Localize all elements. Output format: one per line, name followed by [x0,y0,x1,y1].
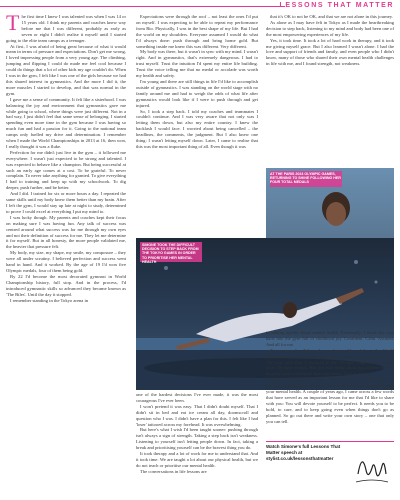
paragraph: It took therapy and a lot of work for me to understand that. And it took time. We are taught a lot about our physical health, but we do not teach or prioritise our mental health. [136,451,258,468]
paragraph: And I did. I trained for six or more hours a day. I repeated the same skills until my body knew them better than my brain. After I left the gym, I would stay up late at night to study, determined to prove I could excel at everything I put my mind to. [6,191,126,214]
paragraph: in talking openly about mental health. Eventually, I made my way back into the gym full of childhood joy. Confident. Calm. Assured. And all for me. [266,330,394,347]
article-column-1 [6,10,126,498]
section-title: LESSONS THAT MATTER [279,2,394,9]
signature-icon [352,444,392,494]
paragraph: But here's what I wish I'd been taught sooner: pushing through isn't always a sign of strength. Taking a step back isn't weakness. Listening to yourself isn't letting people down. In fact, taking a break and prioritising yourself can be the bravest thing you do. [136,427,258,451]
paragraph: that it's OK to not be OK, and that we are not alone in this journey. [270,14,393,19]
page-header [0,0,400,12]
paragraph: Two years after Tokyo, I won four gold medals at the World Championships and became the most decorated gymnast in history. The year after that, I returned to the Olympic stage and won four more Olympic medals. But this isn't really about my achievements – because I am worth more than any medal. And so are you. [266,347,394,377]
photo-caption: SIMONE TOOK THE DIFFICULT DECISION TO STEP BACK FROM THE TOKYO GAMES IN ORDER TO PRIORITISE HER MENTAL HEALTH [142,243,199,264]
article-column-3 [266,14,394,184]
paragraph: Expectations were through the roof – not least the ones I'd put on myself. I was expecting to be able to repeat my performance from Rio. Physically, I was in the best shape of my life. But I had the world on my shoulders. Everyone assumed I would do what I'd always done: push through and bring home gold. But something inside me knew this was different. Very different. [136,14,258,49]
call-to-action [266,444,350,462]
paragraph: As alone as I may have felt in Tokyo as I made the heartbreaking decision to step back, listening to my mind and body had been one of the most empowering experiences of my life. [266,19,394,37]
paragraph: he first time I knew I was talented was when I was 14 or 15 years old. I think my parents and coaches knew way before me that I was different, probably as early as seven or eight I didn't realise it myself until I started going to the elite team camps as a teenager. [6,14,126,43]
paragraph: I remember standing in the Tokyo arena in [10,297,89,303]
paragraph: one of the hardest decisions I've ever made, it was the most courageous I've ever been. [136,392,258,403]
drop-cap: T [6,10,20,35]
paragraph: So, I took a step back. I told my coaches and teammates I couldn't continue. And I was very aware that not only was I letting them down, but also my entire country. I knew the backlash I would face. I worried about being cancelled – the headlines, the comments, the judgment. But I also knew one thing: I wasn't letting myself down. Later, I came to realise that this was the most important thing of all. Even though it was [136,108,258,149]
paragraph: At first, I was afraid of being great because of what it would mean in terms of pressure and expectations. Don't get me wrong, I loved impressing people from a very young age. The climbing, jumping and flipping I could do made me feel cool because I could do things that a lot of other kids my age couldn't do. When I was in the gym, I felt like I was one of the girls because we had this shared interest in gymnastics. And the more I did it, the more muscles I started to develop, and that was normal in the gym. [6,43,126,96]
paragraph: Yes, it took time. It took a lot of hard work in therapy, and it took me giving myself grace. But I also learned I wasn't alone. I had the love and support of friends and family, and even people who I didn't know, many of those who shared their own mental health challenges in life with me, and I found strength, not weakness. [266,37,394,67]
paragraph: I'm young and there are still things in life I'd like to accomplish outside of gymnastics. I was standing on the world stage with no family around me and had to weigh the odds of what life after gymnastics would look like if I were to push through and get injured. [136,78,258,108]
header-rule [0,6,285,7]
paragraph: If there's one lesson I'd teach every child or every adult, today: no award, accolade, job success or even wealth is more important than your mental health. A couple of years ago, I came across a few words that have served as an important lesson for me that I'd like to share with you: You will devote yourself to be perfect. It needs you to be bold, to care, and to keep going even when things don't go as planned. So go out there and write your own story – one that only you can tell. [266,377,394,424]
paragraph: My body, my size, my shape, my smile, my composure – they were all under scrutiny. I believed perfection and success went hand in hand. And it worked. By the age of 19 I'd won five Olympic medals, four of them being gold. [6,250,126,273]
paragraph: I gave me a sense of community. It felt like a sisterhood. I was balancing the joy and environment that gymnastics gave me while going to school, where things were just different. Not in a bad way, I just didn't feel that same sense of belonging. I started spending even more time in the gym because I was having so much fun and had a passion for it. Going to the national team camps only fuelled my drive and determination. I remember when I made the World Championships in 2013 at 16, then won, I really thought it was a fluke. [6,96,126,149]
paragraph: The conversations in life lessons are [140,468,207,474]
article-column-2-continued [136,392,258,498]
paragraph: By 22 I'd become the most decorated gymnast in World Championship history, full stop. And in the process, I'd introduced gymnastic skills so advanced they became known as 'The Biles'. Until the day it stopped. [6,273,126,297]
paragraph: I was lucky though. My parents and coaches kept their focus on making sure I was having fun. Any talk of success was centred around what success was for me through my own eyes and not their definition of success for me. They let me determine it for myself. But in all honesty, the more people validated me, the heavier that pressure felt. [6,214,126,250]
photo-caption: AT THE PARIS 2024 OLYMPIC GAMES, RETURNING TO SHINE FOLLOWING HER FOUR TOTAL MEDALS [270,172,341,185]
cta-link[interactable]: stylist.co.uk/lessonsthatmatter [266,456,334,461]
paragraph: My body was there, but it wasn't in sync with my mind. I wasn't right. And in gymnastics, that's extremely dangerous. I had to trust myself. Trust the intuition I'd spent my entire life building. Trust the voice telling me that no medal or accolade was worth my health and safety. [136,49,258,79]
cta-lead: Watch Simone's full Lessons That Matter speech at [266,444,341,455]
article-column-3-continued [266,330,394,440]
cta-divider [266,441,394,442]
article-column-2 [136,14,258,240]
paragraph: I won't pretend it was easy. That I didn't doubt myself. That I didn't sit in bed and eat ice cream all day, doomscroll and question who I was. I didn't have a plan for this. I felt like I had 'loser' tattooed across my forehead. It was overwhelming. [136,403,258,427]
paragraph: Perfection for me didn't just live in the gym – it followed me everywhere. I wasn't just expected to be strong and talented. I was expected to behave like a champion. But being successful at such an early age comes at a cost. To be grateful. To never complain. To never take anything for granted. To give everything I had to training and keep up with my schoolwork. To dig deeper, push further, and be better. [6,149,126,191]
